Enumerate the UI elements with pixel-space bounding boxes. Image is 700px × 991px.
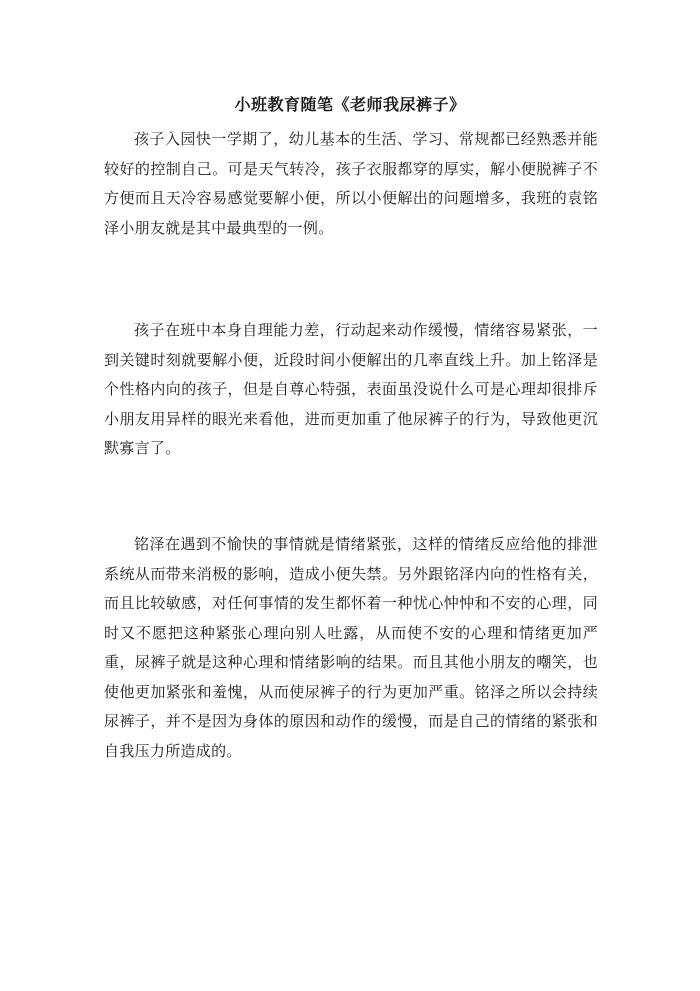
document-title: 小班教育随笔《老师我尿裤子》 <box>234 95 466 114</box>
paragraph-3: 铭泽在遇到不愉快的事情就是情绪紧张，这样的情绪反应给他的排泄系统从而带来消极的影响，造成小便失禁。另外跟铭泽内向的性格有关，而且比较敏感，对任何事情的发生都怀着一种忧心忡忡和不安的心理，同时又不愿把这种紧张心理向别人吐露，从而使不安的心理和情绪更加严重，尿裤子就是这种心理和情绪影响的结果。而且其他小朋友的嘲笑，也使他更加紧张和羞愧，从而使尿裤子的行为更加严重。铭泽之所以会持续尿裤子，并不是因为身体的原因和动作的缓慢，而是自己的情绪的紧张和自我压力所造成的。 <box>104 535 598 760</box>
paragraph-2: 孩子在班中本身自理能力差，行动起来动作缓慢，情绪容易紧张，一到关键时刻就要解小便，近段时间小便解出的几率直线上升。加上铭泽是个性格内向的孩子，但是自尊心特强，表面虽没说什么可是心理却很排斥小朋友用异样的眼光来看他，进而更加重了他尿裤子的行为，导致他更沉默寡言了。 <box>104 321 598 457</box>
paragraph-1: 孩子入园快一学期了，幼儿基本的生活、学习、常规都已经熟悉并能较好的控制自己。可是天气转冷，孩子衣服都穿的厚实，解小便脱裤子不方便而且天冷容易感觉要解小便，所以小便解出的问题增多，我班的袁铭泽小朋友就是其中最典型的一例。 <box>104 130 598 237</box>
